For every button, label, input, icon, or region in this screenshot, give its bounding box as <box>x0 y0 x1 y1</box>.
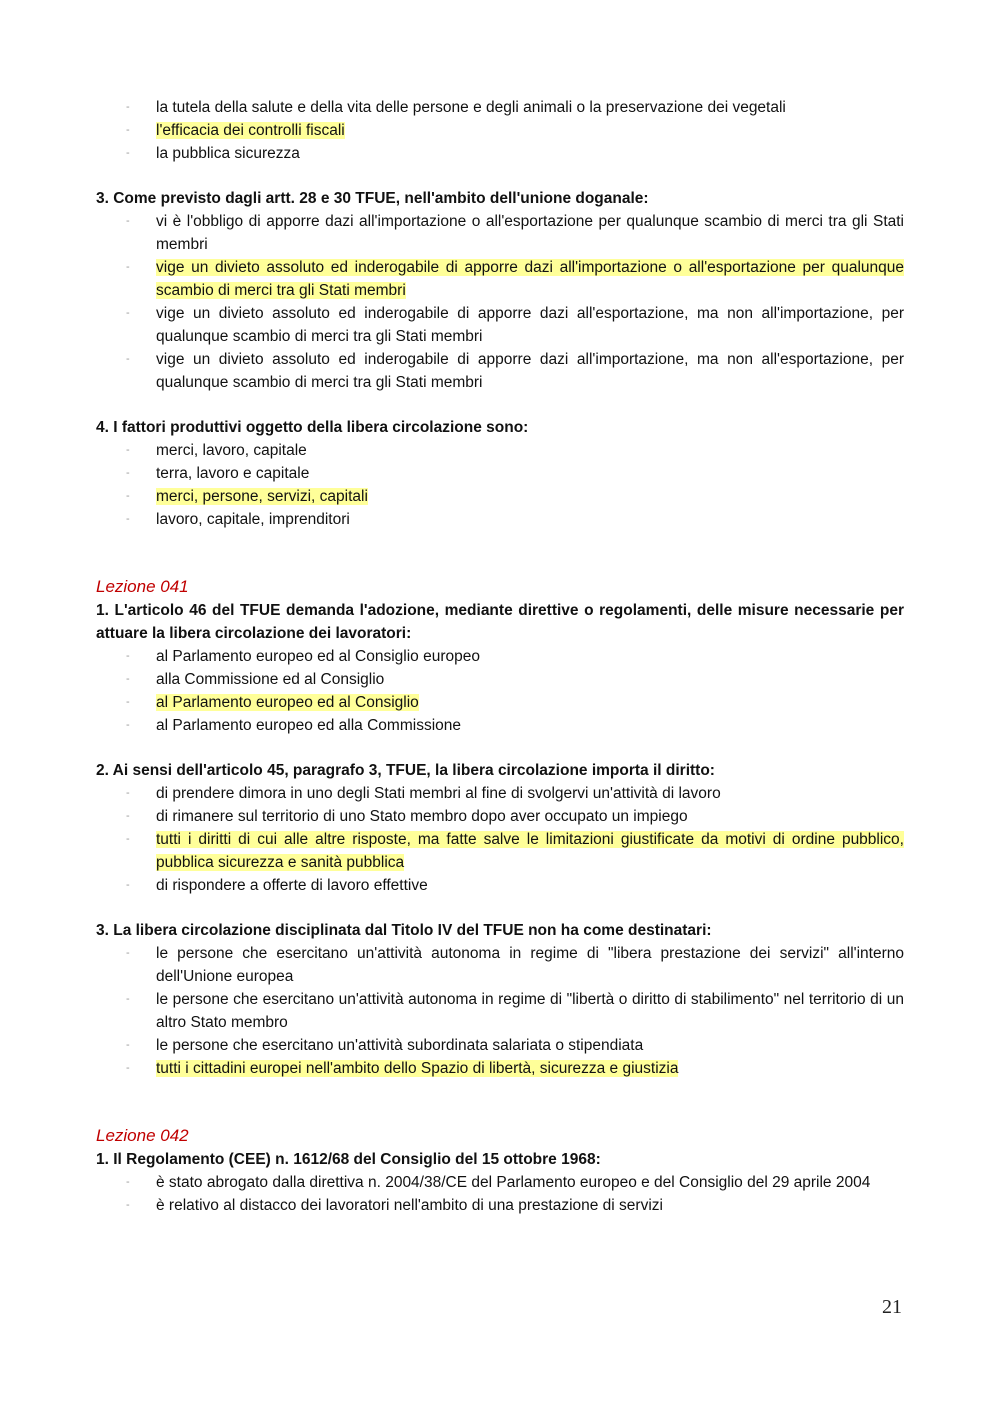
option-text: le persone che esercitano un'attività autonoma in regime di "libertà o diritto di stabilimento" nel territorio di un altro Stato membro <box>156 991 904 1031</box>
options-list <box>96 942 904 1080</box>
highlighted-answer-option <box>96 119 904 142</box>
bullet-icon: ‐ <box>126 1062 130 1074</box>
answer-option <box>96 348 904 394</box>
document-page <box>96 96 904 1217</box>
bullet-icon: ‐ <box>126 1176 130 1188</box>
option-text: lavoro, capitale, imprenditori <box>156 511 350 528</box>
bullet-icon: ‐ <box>126 513 130 525</box>
answer-option <box>96 439 904 462</box>
option-text: merci, lavoro, capitale <box>156 442 307 459</box>
answer-option <box>96 782 904 805</box>
option-text: vige un divieto assoluto ed inderogabile di apporre dazi all'importazione o all'esportazione per qualunque scambio di merci tra gli Stati membri <box>156 259 904 299</box>
highlighted-answer-option <box>96 485 904 508</box>
options-list <box>96 439 904 531</box>
option-text: di rispondere a offerte di lavoro effettive <box>156 877 428 894</box>
answer-option <box>96 668 904 691</box>
option-text: l'efficacia dei controlli fiscali <box>156 122 345 139</box>
option-text: al Parlamento europeo ed al Consiglio <box>156 694 419 711</box>
bullet-icon: ‐ <box>126 947 130 959</box>
options-list <box>96 1171 904 1217</box>
bullet-icon: ‐ <box>126 719 130 731</box>
bullet-icon: ‐ <box>126 1039 130 1051</box>
lesson-042-question-1: 1. Il Regolamento (CEE) n. 1612/68 del Consiglio del 15 ottobre 1968: <box>96 1151 601 1168</box>
bullet-icon: ‐ <box>126 673 130 685</box>
answer-option <box>96 988 904 1034</box>
answer-option <box>96 210 904 256</box>
highlighted-answer-option <box>96 1057 904 1080</box>
bullet-icon: ‐ <box>126 353 130 365</box>
highlighted-answer-option <box>96 256 904 302</box>
option-text: vi è l'obbligo di apporre dazi all'importazione o all'esportazione per qualunque scambio di merci tra gli Stati membri <box>156 213 904 253</box>
bullet-icon: ‐ <box>126 650 130 662</box>
option-text: alla Commissione ed al Consiglio <box>156 671 385 688</box>
answer-option <box>96 462 904 485</box>
option-text: vige un divieto assoluto ed inderogabile di apporre dazi all'importazione, ma non all'esportazione, per qualunque scambio di merci tra gli Stati membri <box>156 351 904 391</box>
option-text: al Parlamento europeo ed al Consiglio europeo <box>156 648 480 665</box>
bullet-icon: ‐ <box>126 147 130 159</box>
bullet-icon: ‐ <box>126 307 130 319</box>
bullet-icon: ‐ <box>126 696 130 708</box>
lesson-042-heading: Lezione 042 <box>96 1126 189 1145</box>
answer-option <box>96 714 904 737</box>
bullet-icon: ‐ <box>126 444 130 456</box>
bullet-icon: ‐ <box>126 124 130 136</box>
answer-option <box>96 1194 904 1217</box>
lesson-041-question-2: 2. Ai sensi dell'articolo 45, paragrafo 3, TFUE, la libera circolazione importa il diritto: <box>96 762 715 779</box>
answer-option <box>96 805 904 828</box>
option-text: è relativo al distacco dei lavoratori nell'ambito di una prestazione di servizi <box>156 1197 663 1214</box>
bullet-icon: ‐ <box>126 101 130 113</box>
lesson-041-question-1: 1. L'articolo 46 del TFUE demanda l'adozione, mediante direttive o regolamenti, delle misure necessarie per attuare la libera circolazione dei lavoratori: <box>96 602 904 642</box>
bullet-icon: ‐ <box>126 993 130 1005</box>
question-3: 3. Come previsto dagli artt. 28 e 30 TFUE, nell'ambito dell'unione doganale: <box>96 190 649 207</box>
bullet-icon: ‐ <box>126 215 130 227</box>
highlighted-answer-option <box>96 691 904 714</box>
option-text: vige un divieto assoluto ed inderogabile di apporre dazi all'esportazione, ma non all'importazione, per qualunque scambio di merci tra gli Stati membri <box>156 305 904 345</box>
answer-option <box>96 508 904 531</box>
option-text: di prendere dimora in uno degli Stati membri al fine di svolgervi un'attività di lavoro <box>156 785 721 802</box>
answer-option <box>96 302 904 348</box>
answer-option <box>96 942 904 988</box>
lesson-041-heading: Lezione 041 <box>96 577 189 596</box>
option-text: è stato abrogato dalla direttiva n. 2004/38/CE del Parlamento europeo e del Consiglio del 29 aprile 2004 <box>156 1174 871 1191</box>
options-list <box>96 210 904 394</box>
bullet-icon: ‐ <box>126 467 130 479</box>
answer-option <box>96 645 904 668</box>
answer-option <box>96 96 904 119</box>
options-list <box>96 96 904 165</box>
option-text: terra, lavoro e capitale <box>156 465 310 482</box>
question-4: 4. I fattori produttivi oggetto della libera circolazione sono: <box>96 419 529 436</box>
page-number: 21 <box>882 1296 902 1318</box>
bullet-icon: ‐ <box>126 879 130 891</box>
answer-option <box>96 1034 904 1057</box>
highlighted-answer-option <box>96 828 904 874</box>
bullet-icon: ‐ <box>126 490 130 502</box>
option-text: di rimanere sul territorio di uno Stato membro dopo aver occupato un impiego <box>156 808 688 825</box>
bullet-icon: ‐ <box>126 1199 130 1211</box>
answer-option <box>96 874 904 897</box>
bullet-icon: ‐ <box>126 833 130 845</box>
option-text: la tutela della salute e della vita delle persone e degli animali o la preservazione dei vegetali <box>156 99 786 116</box>
option-text: al Parlamento europeo ed alla Commissione <box>156 717 461 734</box>
option-text: tutti i cittadini europei nell'ambito dello Spazio di libertà, sicurezza e giustizia <box>156 1060 679 1077</box>
bullet-icon: ‐ <box>126 261 130 273</box>
option-text: le persone che esercitano un'attività subordinata salariata o stipendiata <box>156 1037 644 1054</box>
option-text: la pubblica sicurezza <box>156 145 300 162</box>
options-list <box>96 645 904 737</box>
options-list <box>96 782 904 897</box>
answer-option <box>96 142 904 165</box>
option-text: le persone che esercitano un'attività autonoma in regime di "libera prestazione dei servizi" all'interno dell'Unione europea <box>156 945 904 985</box>
lesson-041-question-3: 3. La libera circolazione disciplinata dal Titolo IV del TFUE non ha come destinatari: <box>96 922 712 939</box>
option-text: tutti i diritti di cui alle altre risposte, ma fatte salve le limitazioni giustificate da motivi di ordine pubblico, pubblica sicurezza e sanità pubblica <box>156 831 904 871</box>
option-text: merci, persone, servizi, capitali <box>156 488 368 505</box>
answer-option <box>96 1171 904 1194</box>
bullet-icon: ‐ <box>126 810 130 822</box>
bullet-icon: ‐ <box>126 787 130 799</box>
